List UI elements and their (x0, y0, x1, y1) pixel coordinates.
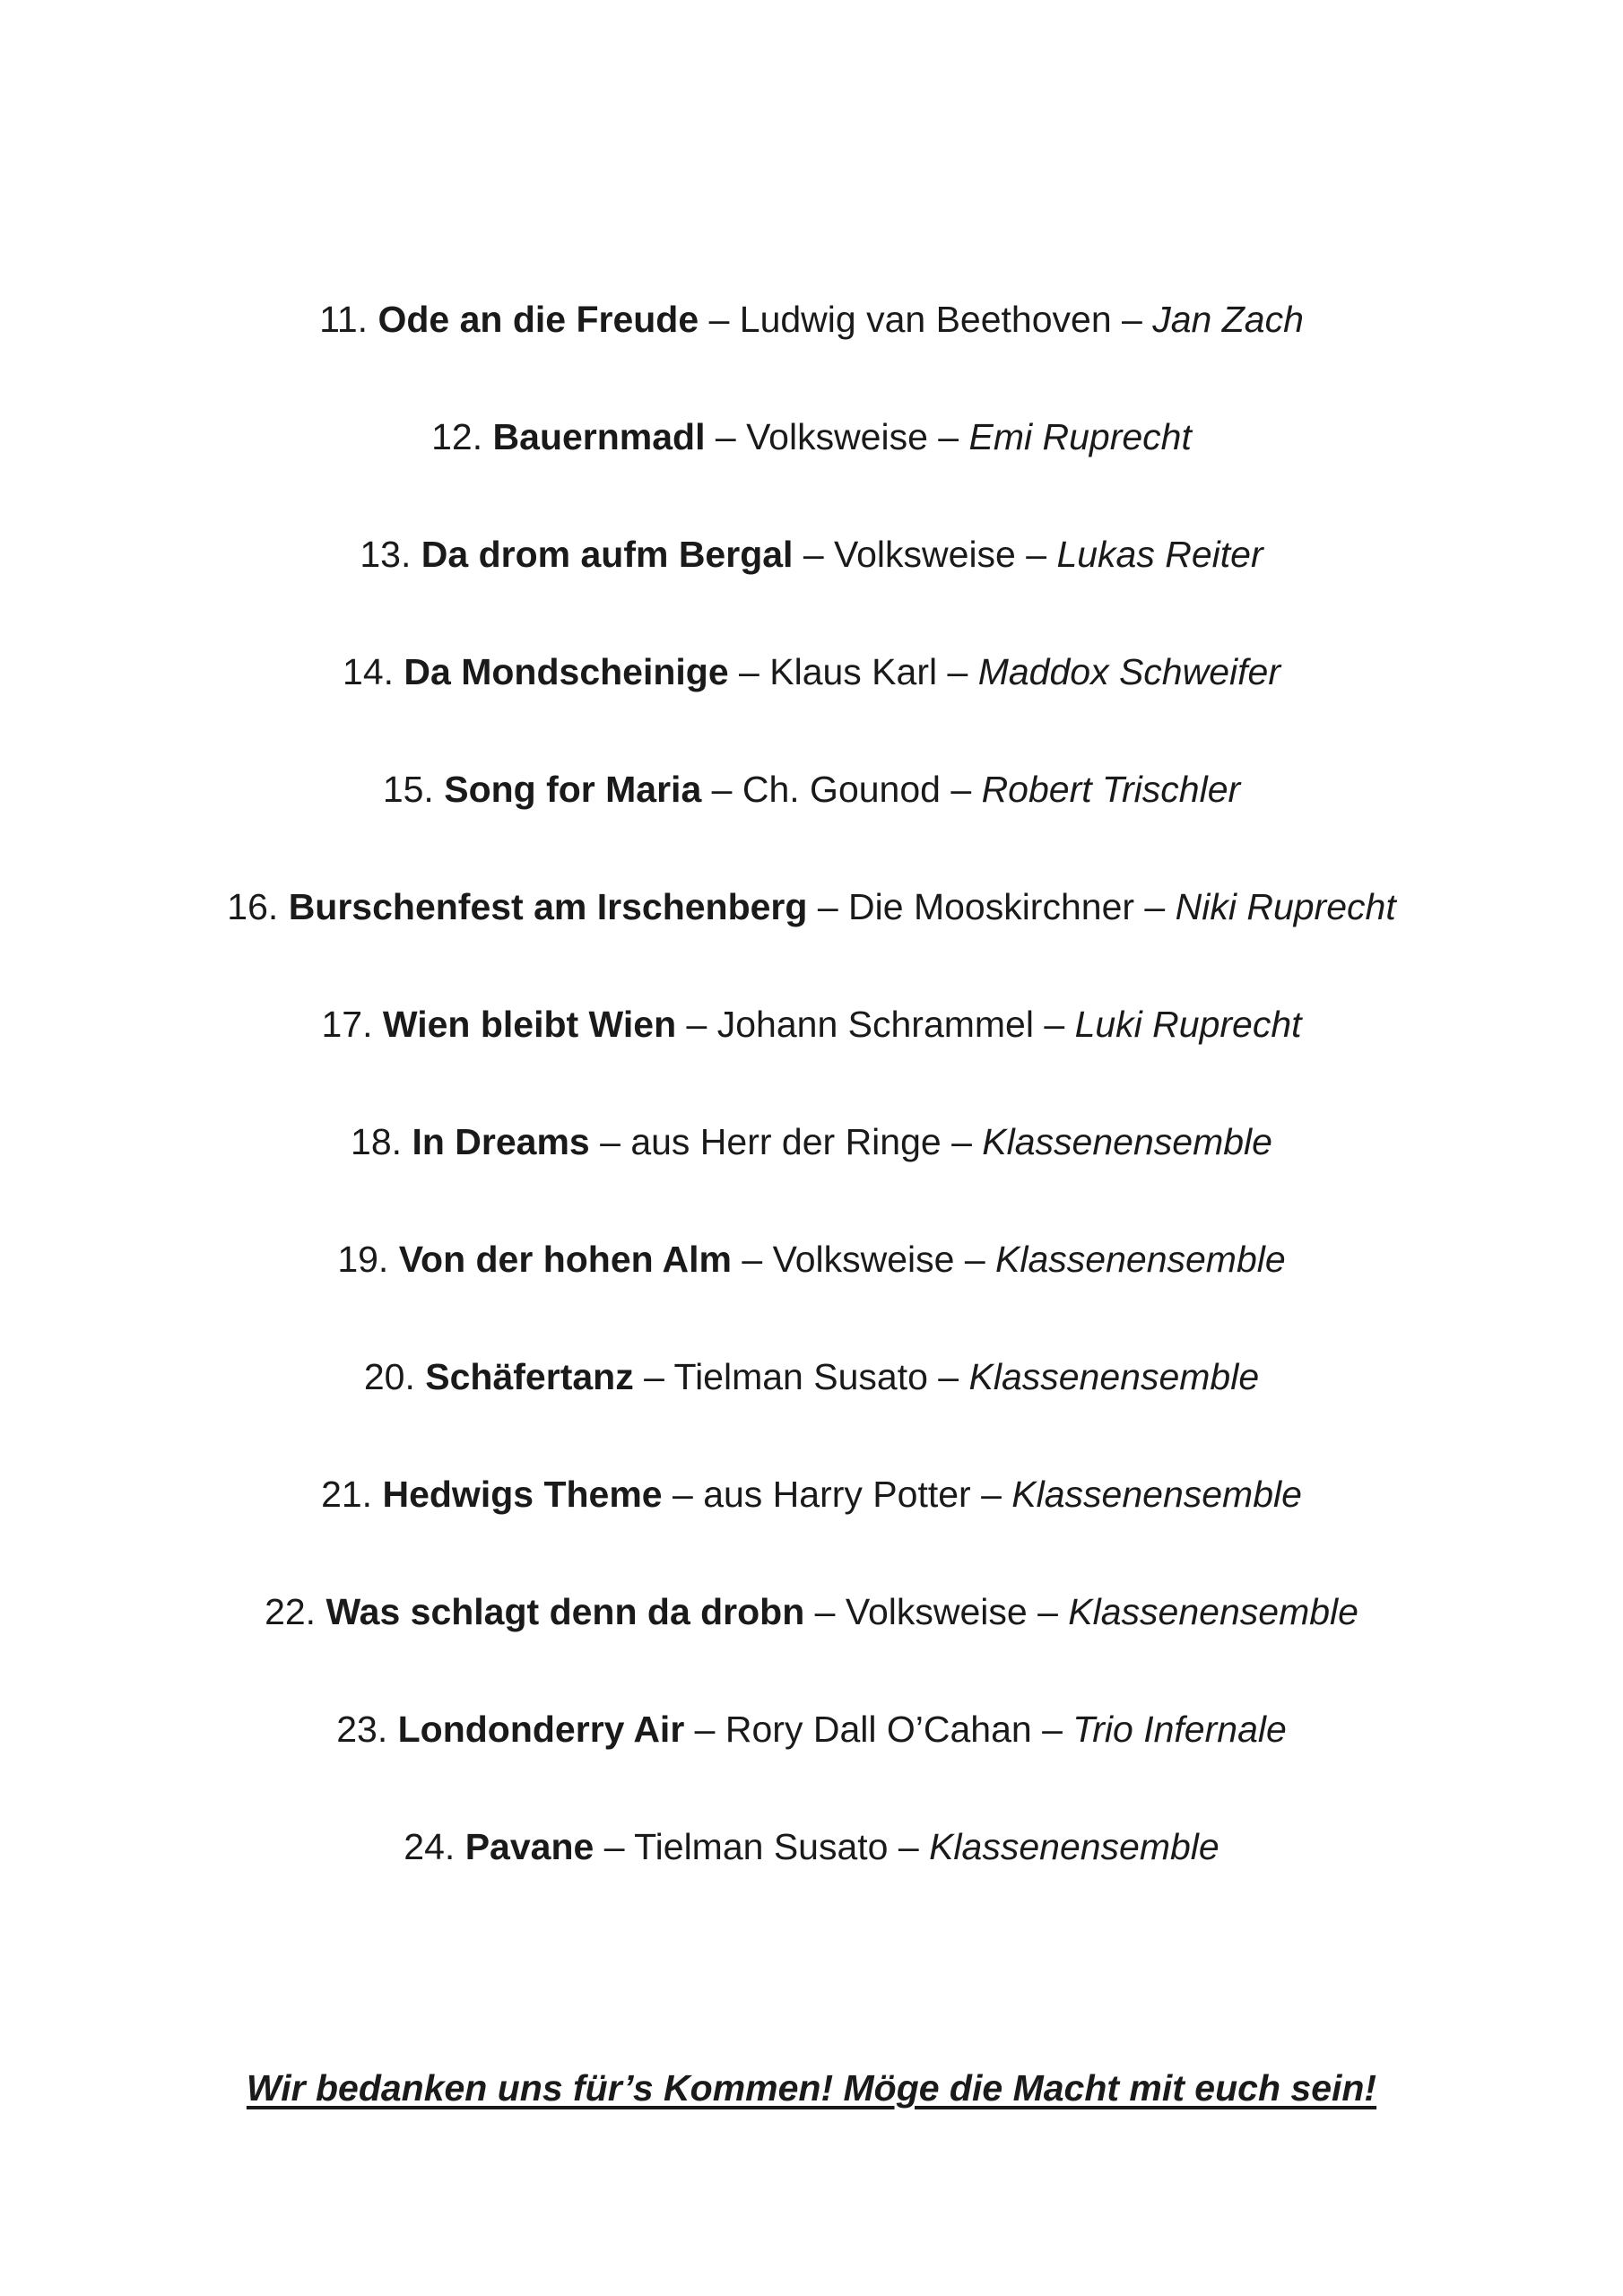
composer: Klaus Karl (769, 651, 938, 692)
performer: Maddox Schweifer (977, 651, 1280, 692)
performer: Niki Ruprecht (1175, 886, 1396, 927)
program-item (0, 1114, 1623, 1170)
program-list (0, 291, 1623, 1936)
performer: Jan Zach (1152, 299, 1304, 340)
composer: aus Harry Potter (703, 1474, 971, 1515)
composer: Tielman Susato (634, 1826, 889, 1867)
performer: Emi Ruprecht (968, 416, 1192, 457)
item-number: 21. (321, 1474, 373, 1515)
composer: Johann Schrammel (716, 1004, 1034, 1045)
item-number: 23. (336, 1709, 388, 1750)
performer: Robert Trischler (981, 769, 1241, 810)
program-item (0, 1466, 1623, 1522)
item-number: 17. (321, 1004, 373, 1045)
program-item (0, 526, 1623, 582)
item-number: 15. (382, 769, 434, 810)
piece-title: Da Mondscheinige (404, 651, 729, 692)
performer: Klassenensemble (1068, 1591, 1358, 1632)
separator: – (662, 1474, 704, 1515)
separator: – (954, 1239, 996, 1280)
separator: – (594, 1826, 635, 1867)
separator: – (804, 1591, 846, 1632)
composer: Volksweise (834, 534, 1016, 575)
separator: – (807, 886, 849, 927)
separator: – (1111, 299, 1153, 340)
separator: – (699, 299, 740, 340)
separator: – (793, 534, 835, 575)
composer: Volksweise (746, 416, 928, 457)
separator: – (940, 769, 982, 810)
performer: Klassenensemble (929, 1826, 1219, 1867)
composer: Die Mooskirchner (848, 886, 1135, 927)
item-number: 12. (431, 416, 483, 457)
separator: – (888, 1826, 930, 1867)
item-number: 13. (360, 534, 412, 575)
composer: Ludwig van Beethoven (739, 299, 1112, 340)
piece-title: Pavane (464, 1826, 595, 1867)
separator: – (701, 769, 742, 810)
program-item (0, 1584, 1623, 1639)
composer: Volksweise (845, 1591, 1028, 1632)
separator: – (705, 416, 747, 457)
item-number: 22. (265, 1591, 317, 1632)
separator: – (970, 1474, 1012, 1515)
performer: Klassenensemble (968, 1356, 1260, 1397)
program-item (0, 996, 1623, 1052)
separator: – (676, 1004, 717, 1045)
piece-title: Da drom aufm Bergal (421, 534, 794, 575)
item-number: 14. (343, 651, 395, 692)
program-item (0, 1231, 1623, 1287)
item-number: 11. (319, 299, 369, 340)
separator: – (728, 651, 770, 692)
separator: – (633, 1356, 674, 1397)
performer: Klassenensemble (982, 1121, 1272, 1162)
composer: Tielman Susato (673, 1356, 928, 1397)
program-item (0, 1701, 1623, 1757)
item-number: 24. (404, 1826, 456, 1867)
item-number: 16. (227, 886, 279, 927)
composer: aus Herr der Ringe (630, 1121, 942, 1162)
piece-title: Was schlagt denn da drobn (325, 1591, 805, 1632)
piece-title: Bauernmadl (492, 416, 706, 457)
piece-title: Hedwigs Theme (382, 1474, 663, 1515)
item-number: 18. (351, 1121, 403, 1162)
piece-title: Londonderry Air (397, 1709, 685, 1750)
piece-title: Song for Maria (444, 769, 702, 810)
composer: Ch. Gounod (742, 769, 941, 810)
program-item (0, 644, 1623, 700)
separator: – (1031, 1709, 1073, 1750)
program-item (0, 291, 1623, 347)
closing-message: Wir bedanken uns für’s Kommen! Möge die Macht mit euch sein! (246, 2067, 1377, 2109)
performer: Trio Infernale (1072, 1709, 1287, 1750)
performer: Lukas Reiter (1056, 534, 1263, 575)
separator: – (589, 1121, 631, 1162)
program-item (0, 409, 1623, 465)
composer: Rory Dall O’Cahan (725, 1709, 1032, 1750)
program-item (0, 761, 1623, 817)
separator: – (1027, 1591, 1069, 1632)
separator: – (1015, 534, 1057, 575)
item-number: 20. (363, 1356, 415, 1397)
separator: – (927, 1356, 969, 1397)
program-item (0, 1349, 1623, 1405)
separator: – (927, 416, 969, 457)
piece-title: In Dreams (412, 1121, 590, 1162)
piece-title: Ode an die Freude (378, 299, 699, 340)
piece-title: Schäfertanz (425, 1356, 634, 1397)
piece-title: Von der hohen Alm (398, 1239, 733, 1280)
composer: Volksweise (772, 1239, 955, 1280)
item-number: 19. (337, 1239, 389, 1280)
performer: Klassenensemble (1011, 1474, 1302, 1515)
performer: Luki Ruprecht (1074, 1004, 1302, 1045)
separator: – (937, 651, 978, 692)
separator: – (732, 1239, 773, 1280)
separator: – (941, 1121, 983, 1162)
separator: – (684, 1709, 725, 1750)
program-item (0, 1819, 1623, 1874)
performer: Klassenensemble (995, 1239, 1286, 1280)
separator: – (1134, 886, 1176, 927)
piece-title: Wien bleibt Wien (382, 1004, 677, 1045)
program-item (0, 879, 1623, 935)
piece-title: Burschenfest am Irschenberg (288, 886, 808, 927)
separator: – (1033, 1004, 1075, 1045)
